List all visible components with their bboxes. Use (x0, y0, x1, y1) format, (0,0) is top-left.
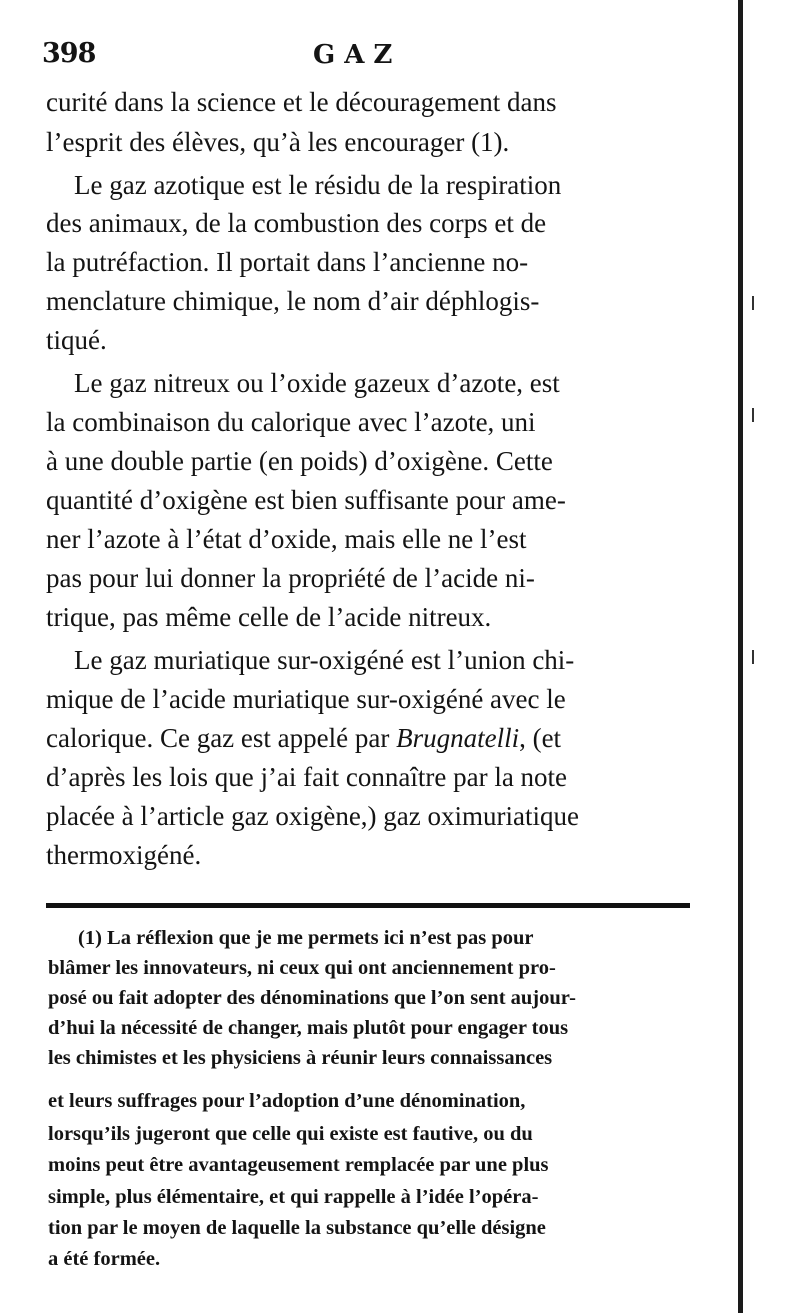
body-line (46, 725, 561, 752)
body-line: la putréfaction. Il portait dans l’ancienne no- (46, 247, 529, 277)
footnote-line: moins peut être avantageusement remplacée par une plus (48, 1154, 549, 1176)
running-head: GAZ (313, 40, 402, 70)
body-line: d’après les lois que j’ai fait connaître par la note (46, 762, 568, 792)
body-line: à une double partie (en poids) d’oxigène. Cette (46, 446, 553, 476)
edge-tick-mark (752, 650, 754, 664)
footnote-line: lorsqu’ils jugeront que celle qui existe est fautive, ou du (48, 1123, 533, 1145)
footnote-divider (46, 903, 690, 908)
edge-tick-mark (752, 408, 754, 422)
body-line: mique de l’acide muriatique sur-oxigéné avec le (46, 684, 566, 714)
body-line: Le gaz muriatique sur-oxigéné est l’union chi- (74, 645, 575, 675)
body-line: curité dans la science et le découragement dans (46, 87, 557, 117)
body-line: quantité d’oxigène est bien suffisante pour ame- (46, 485, 566, 515)
body-line: tiqué. (46, 325, 107, 355)
body-line: l’esprit des élèves, qu’à les encourager (1). (46, 127, 510, 157)
footnote-line: a été formée. (48, 1248, 161, 1270)
body-line: ner l’azote à l’état d’oxide, mais elle ne l’est (46, 524, 527, 554)
body-line: Le gaz nitreux ou l’oxide gazeux d’azote, est (74, 368, 560, 398)
footnote-line: tion par le moyen de laquelle la substance qu’elle désigne (48, 1217, 546, 1239)
body-line: menclature chimique, le nom d’air déphlogis- (46, 286, 540, 316)
page-edge-border (738, 0, 743, 1313)
body-line: des animaux, de la combustion des corps et de (46, 208, 547, 238)
footnote-line: posé ou fait adopter des dénominations que l’on sent aujour- (48, 987, 576, 1009)
body-line: trique, pas même celle de l’acide nitreux. (46, 602, 492, 632)
footnote-line: simple, plus élémentaire, et qui rappelle à l’idée l’opéra- (48, 1186, 539, 1208)
body-line: placée à l’article gaz oxigène,) gaz oximuriatique (46, 801, 579, 831)
footnote-line: et leurs suffrages pour l’adoption d’une dénomination, (48, 1090, 526, 1112)
body-text: , (et (519, 723, 562, 753)
body-line: thermoxigéné. (46, 840, 202, 870)
body-line: la combinaison du calorique avec l’azote, uni (46, 407, 536, 437)
body-line: pas pour lui donner la propriété de l’acide ni- (46, 563, 535, 593)
body-line: Le gaz azotique est le résidu de la respiration (74, 170, 562, 200)
footnote-line: (1) La réflexion que je me permets ici n’est pas pour (78, 927, 534, 949)
body-text: calorique. Ce gaz est appelé par (46, 723, 397, 753)
page-number: 398 (42, 38, 96, 69)
footnote-line: blâmer les innovateurs, ni ceux qui ont anciennement pro- (48, 957, 556, 979)
footnote-line: les chimistes et les physiciens à réunir leurs connaissances (48, 1047, 553, 1069)
edge-tick-mark (752, 296, 754, 310)
author-name: Brugnatelli (396, 723, 520, 753)
footnote-line: d’hui la nécessité de changer, mais plutôt pour engager tous (48, 1017, 569, 1039)
